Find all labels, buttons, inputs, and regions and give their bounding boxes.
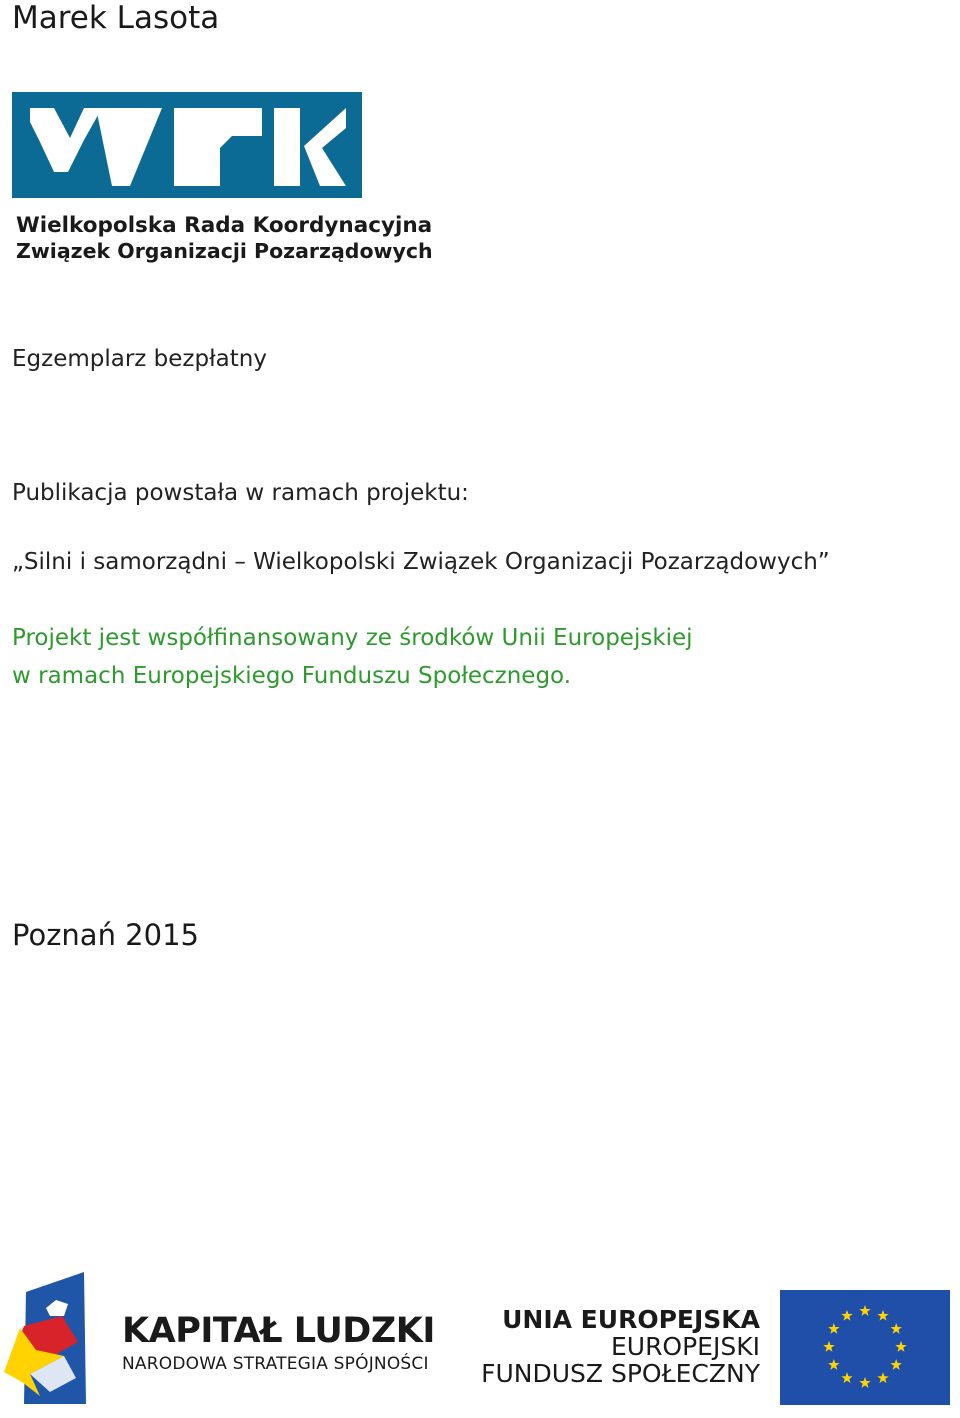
eu-title: UNIA EUROPEJSKA xyxy=(502,1305,760,1334)
funding-line-2: w ramach Europejskiego Funduszu Społecznego. xyxy=(12,663,572,689)
wrk-logo xyxy=(12,92,433,270)
kapital-ludzki-subtitle: NARODOWA STRATEGIA SPÓJNOŚCI xyxy=(122,1354,429,1374)
publication-intro: Publikacja powstała w ramach projektu: xyxy=(12,480,469,506)
eu-flag-icon xyxy=(780,1290,950,1405)
place-year: Poznań 2015 xyxy=(12,918,199,952)
wrk-logo-line1: Wielkopolska Rada Koordynacyjna xyxy=(16,213,433,238)
eu-line-3: FUNDUSZ SPOŁECZNY xyxy=(481,1359,760,1388)
kapital-ludzki-logo-icon xyxy=(2,1270,94,1408)
funding-line-1: Projekt jest współfinansowany ze środków Unii Europejskiej xyxy=(12,625,693,651)
funding-note xyxy=(12,619,693,695)
eu-line-2: EUROPEJSKI xyxy=(610,1332,760,1361)
wrk-logo-k-stem xyxy=(274,108,300,186)
kapital-ludzki-title: KAPITAŁ LUDZKI xyxy=(122,1311,435,1351)
author-name: Marek Lasota xyxy=(12,0,220,36)
project-title: „Silni i samorządni – Wielkopolski Związek Organizacji Pozarządowych” xyxy=(12,549,830,575)
wrk-logo-line2: Związek Organizacji Pozarządowych xyxy=(16,239,433,263)
eu-fund-text xyxy=(481,1306,760,1387)
free-copy-note: Egzemplarz bezpłatny xyxy=(12,346,267,372)
